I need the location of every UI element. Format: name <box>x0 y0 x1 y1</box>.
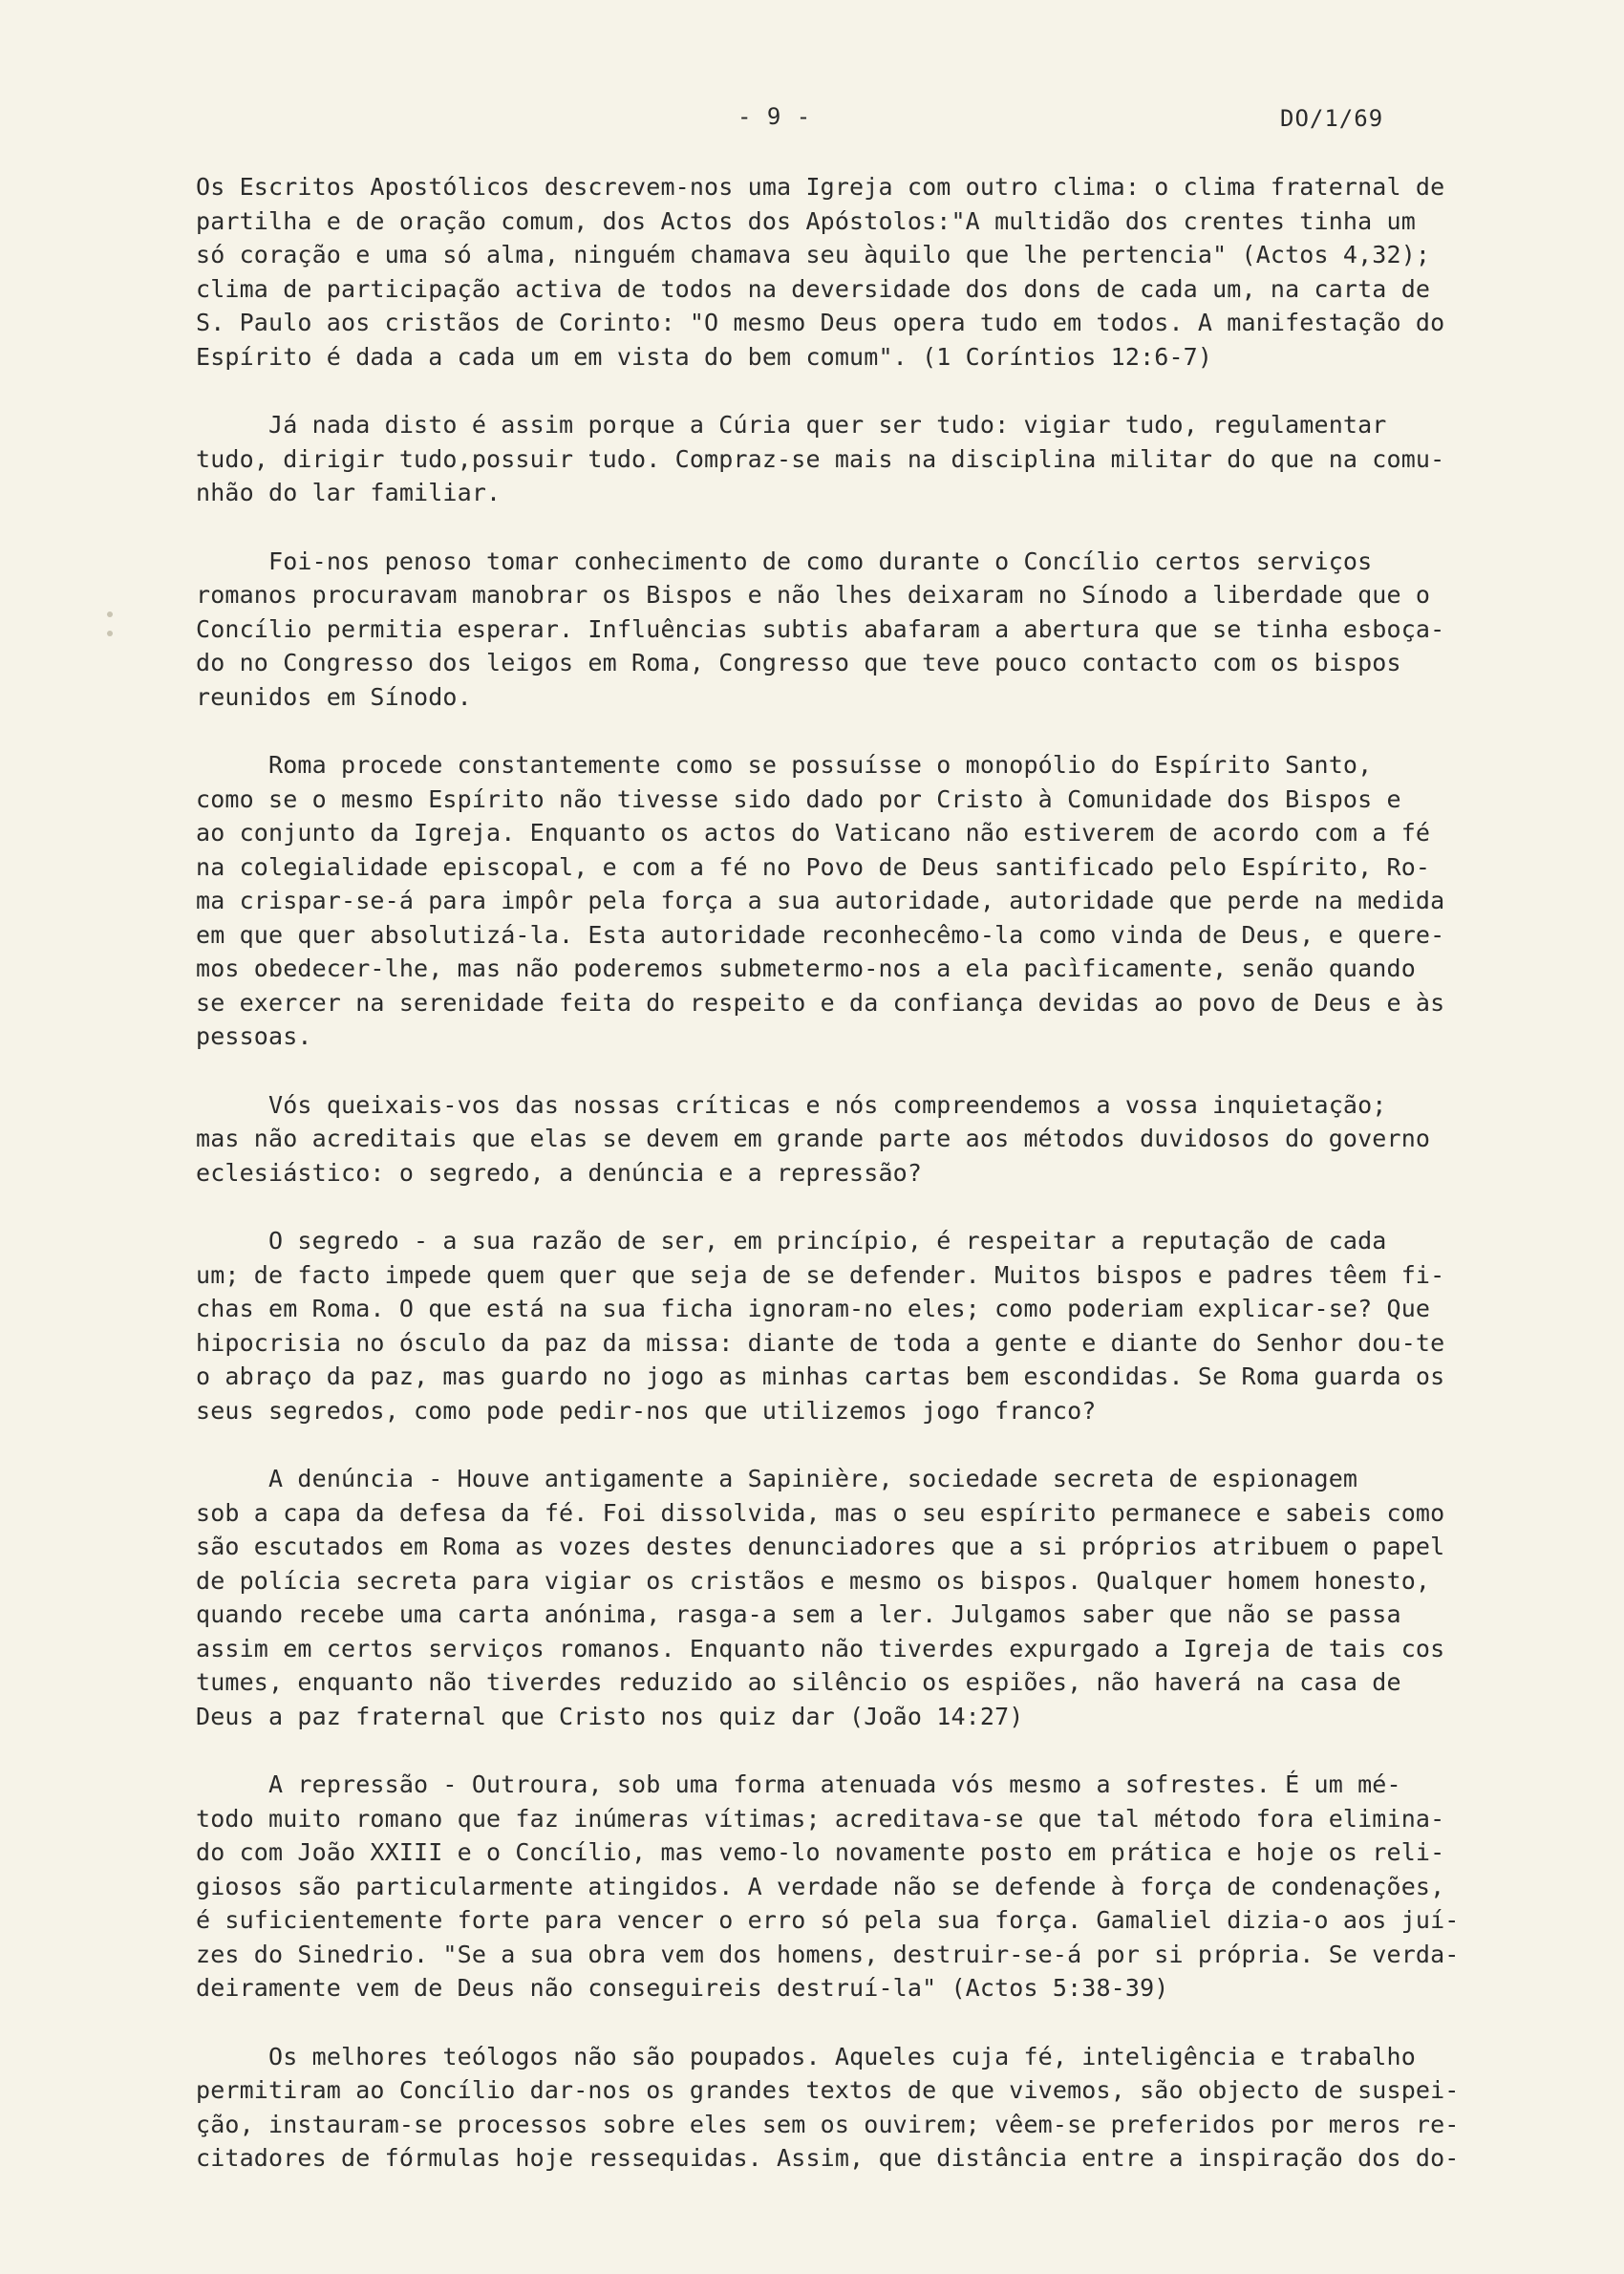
paragraph-denunciation: A denúncia - Houve antigamente a Sapinière, sociedade secreta de espionagem sob a capa da defesa da fé. Foi dissolvida, mas o seu espírito permanece e sabeis como são escutados em Roma as vozes destes denunciadores que a si próprios atribuem o papel de polícia secreta para vigiar os cristãos e mesmo os bispos. Qualquer homem honesto, quando recebe uma carta anónima, rasga-a sem a ler. Julgamos saber que não se passa assim em certos serviços romanos. Enquanto não tiverdes expurgado a Igreja de tais cos tumes, enquanto não tiverdes reduzido ao silêncio os espiões, não haverá na casa de Deus a paz fraternal que Cristo nos quiz dar (João 14:27) <box>196 1465 1445 1730</box>
document-reference: DO/1/69 <box>1280 105 1384 132</box>
page-header <box>0 103 1624 141</box>
punch-hole-mark <box>107 631 113 636</box>
paragraph-curia: Já nada disto é assim porque a Cúria quer ser tudo: vigiar tudo, regulamentar tudo, dirigir tudo,possuir tudo. Compraz-se mais na disciplina militar do que na comu- nhão do lar familiar. <box>196 411 1445 506</box>
paragraph-apostolic-writings: Os Escritos Apostólicos descrevem-nos uma Igreja com outro clima: o clima fraternal de partilha e de oração comum, dos Actos dos Apóstolos:"A multidão dos crentes tinha um só coração e uma só alma, ninguém chamava seu àquilo que lhe pertencia" (Actos 4,32); clima de participação activa de todos na deversidade dos dons de cada um, na carta de S. Paulo aos cristãos de Corinto: "O mesmo Deus opera tudo em todos. A manifestação do Espírito é dada a cada um em vista do bem comum". (1 Coríntios 12:6-7) <box>196 173 1445 371</box>
paragraph-criticisms: Vós queixais-vos das nossas críticas e nós compreendemos a vossa inquietação; mas não acreditais que elas se devem em grande parte aos métodos duvidosos do governo eclesiástico: o segredo, a denúncia e a repressão? <box>196 1090 1431 1187</box>
paragraph-secrecy: O segredo - a sua razão de ser, em princípio, é respeitar a reputação de cada um; de facto impede quem quer que seja de se defender. Muitos bispos e padres têem fi- chas em Roma. O que está na sua ficha ignoram-no eles; como poderiam explicar-se? Que hipocrisia no ósculo da paz da missa: diante de toda a gente e diante do Senhor dou-te o abraço da paz, mas guardo no jogo as minhas cartas bem escondidas. Se Roma guarda os seus segredos, como pode pedir-nos que utilizemos jogo franco? <box>196 1227 1445 1425</box>
paragraph-theologians: Os melhores teólogos não são poupados. Aqueles cuja fé, inteligência e trabalho permitiram ao Concílio dar-nos os grandes textos de que vivemos, são objecto de suspei- ção, instauram-se processos sobre eles sem os ouvirem; vêem-se preferidos por meros re- citadores de fórmulas hoje ressequidas. Assim, que distância entre a inspiração dos do- <box>196 2042 1460 2172</box>
page-number: - 9 - <box>737 103 812 130</box>
paragraph-repression: A repressão - Outroura, sob uma forma atenuada vós mesmo a sofrestes. É um mé- todo muito romano que faz inúmeras vítimas; acreditava-se que tal método fora elimina- do com João XXIII e o Concílio, mas vemo-lo novamente posto em prática e hoje os reli- giosos são particularmente atingidos. A verdade não se defende à força de condenações, é suficientemente forte para vencer o erro só pela sua força. Gamaliel dizia-o aos juí- zes do Sinedrio. "Se a sua obra vem dos homens, destruir-se-á por si própria. Se verda- deiramente vem de Deus não conseguireis destruí-la" (Actos 5:38-39) <box>196 1770 1460 2002</box>
punch-hole-mark <box>107 611 113 617</box>
document-body <box>196 170 1495 2176</box>
paragraph-rome-monopoly: Roma procede constantemente como se possuísse o monopólio do Espírito Santo, como se o mesmo Espírito não tivesse sido dado por Cristo à Comunidade dos Bispos e ao conjunto da Igreja. Enquanto os actos do Vaticano não estiverem de acordo com a fé na colegialidade episcopal, e com a fé no Povo de Deus santificado pelo Espírito, Ro- ma crispar-se-á para impôr pela força a sua autoridade, autoridade que perde na medida em que quer absolutizá-la. Esta autoridade reconhecêmo-la como vinda de Deus, e quere- mos obedecer-lhe, mas não poderemos submetermo-nos a ela pacìficamente, senão quando se exercer na serenidade feita do respeito e da confiança devidas ao povo de Deus e às pessoas. <box>196 751 1445 1050</box>
paragraph-council-services: Foi-nos penoso tomar conhecimento de como durante o Concílio certos serviços romanos procuravam manobrar os Bispos e não lhes deixaram no Sínodo a liberdade que o Concílio permitia esperar. Influências subtis abafaram a abertura que se tinha esboça- do no Congresso dos leigos em Roma, Congresso que teve pouco contacto com os bispos reunidos em Sínodo. <box>196 547 1445 711</box>
